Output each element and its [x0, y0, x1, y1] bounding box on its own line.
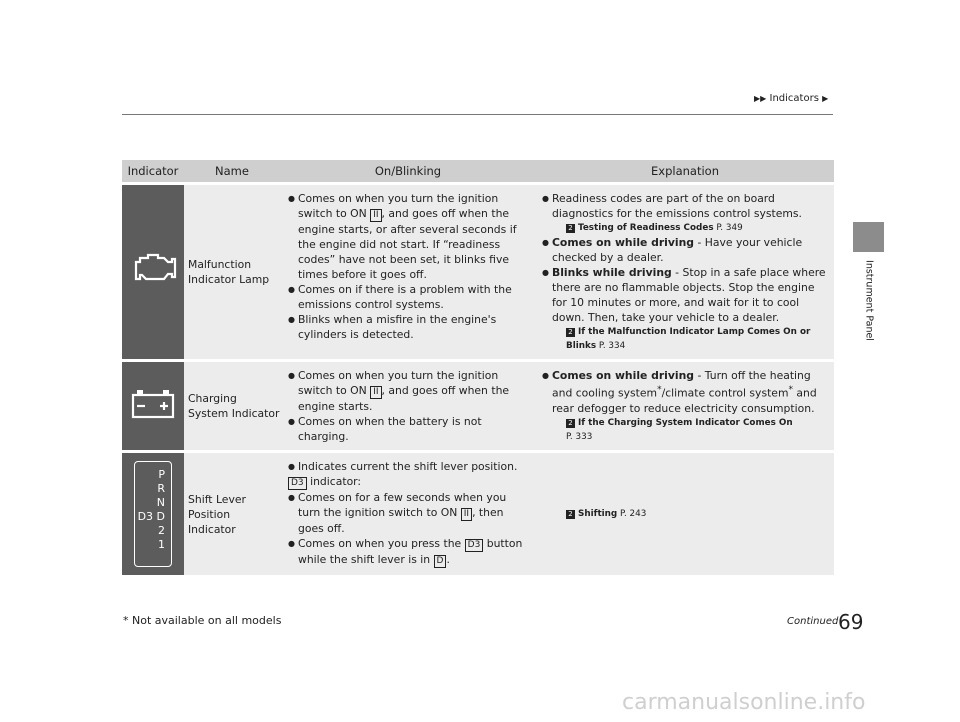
on-blinking-cell	[280, 362, 536, 450]
list-item: ● Comes on if there is a problem with the emissions control systems.	[288, 282, 528, 312]
section-label: Instrument Panel	[863, 260, 875, 341]
explanation-cell	[536, 362, 834, 450]
d3-key-icon: D3	[465, 539, 484, 552]
ref-arrow-icon: 2	[566, 224, 575, 233]
ignition-key-icon: II	[461, 508, 472, 521]
table-row	[122, 453, 834, 575]
header-rule	[122, 114, 833, 115]
battery-icon	[122, 379, 184, 429]
indicator-cell	[122, 362, 184, 450]
col-header: On/Blinking	[280, 160, 536, 182]
breadcrumb	[754, 93, 828, 104]
list-item: ● Comes on while driving - Turn off the heating and cooling system*/climate control system* and rear defogger to reduce electricity consumption.	[542, 368, 828, 416]
cross-reference[interactable]: 2 Shifting P. 243	[542, 507, 828, 521]
ref-arrow-icon: 2	[566, 510, 575, 519]
explanation-cell	[536, 185, 834, 359]
table-header-row	[122, 160, 834, 182]
indicator-name: Charging System Indicator	[184, 362, 280, 450]
col-header: Name	[184, 160, 280, 182]
on-blinking-cell	[280, 185, 536, 359]
page-number: 69	[838, 610, 864, 634]
engine-icon	[122, 240, 184, 300]
indicator-name: Shift Lever Position Indicator	[184, 453, 280, 575]
indicator-cell	[122, 453, 184, 575]
d3-indicator-line: D3 indicator:	[288, 474, 528, 490]
d-key-icon: D	[434, 555, 447, 568]
breadcrumb-label: Indicators	[769, 93, 819, 104]
list-item: ● Blinks when a misfire in the engine's cylinders is detected.	[288, 312, 528, 342]
col-header: Indicator	[122, 160, 184, 182]
cross-reference[interactable]: 2 Testing of Readiness Codes P. 349	[542, 221, 828, 235]
continued-label: Continued	[787, 616, 839, 627]
list-item: ● Comes on when you turn the ignition switch to ON II , and goes off when the engine starts, or after several seconds if the engine did not start. If “readiness codes” have not been set, it blinks five times before it goes off.	[288, 191, 528, 282]
watermark: carmanualsonline.info	[622, 690, 866, 715]
d3-key-icon: D3	[288, 477, 307, 490]
chevron-right-icon: ▶▶	[754, 94, 767, 103]
on-blinking-cell	[280, 453, 536, 575]
cross-reference[interactable]: 2 If the Charging System Indicator Comes On P. 333	[566, 417, 793, 442]
list-item: ● Comes on for a few seconds when you turn the ignition switch to ON II , then goes off.	[288, 490, 528, 536]
list-item: ● Comes on when you turn the ignition switch to ON II , and goes off when the engine starts.	[288, 368, 528, 414]
chevron-right-icon: ▶	[822, 94, 829, 103]
list-item: ● Blinks while driving - Stop in a safe place where there are no flammable objects. Stop the engine for 10 minutes or more, and wait for it to cool down. Then, take your vehicle to a dealer.	[542, 265, 828, 325]
ref-arrow-icon: 2	[566, 419, 575, 428]
col-header: Explanation	[536, 160, 834, 182]
cross-reference[interactable]: 2 If the Malfunction Indicator Lamp Comes On or Blinks P. 334	[566, 327, 811, 351]
list-item: ● Readiness codes are part of the on board diagnostics for the emissions control systems.	[542, 191, 828, 221]
explanation-cell	[536, 453, 834, 575]
ignition-key-icon: II	[370, 386, 381, 399]
indicator-table	[122, 157, 834, 578]
ignition-key-icon: II	[370, 209, 381, 222]
indicator-name: Malfunction Indicator Lamp	[184, 185, 280, 359]
list-item: ● Comes on when the battery is not charging.	[288, 414, 528, 444]
list-item: ● Indicates current the shift lever position.	[288, 459, 528, 474]
list-item: ● Comes on while driving - Have your vehicle checked by a dealer.	[542, 235, 828, 265]
list-item: ● Comes on when you press the D3 button while the shift lever is in D .	[288, 536, 528, 568]
table-row	[122, 362, 834, 450]
ref-arrow-icon: 2	[566, 328, 575, 337]
footnote: * Not available on all models	[123, 614, 282, 627]
section-tab	[853, 222, 884, 252]
shift-lever-icon: P R N D3 D 2 1	[134, 461, 172, 567]
table-row	[122, 185, 834, 359]
indicator-cell	[122, 185, 184, 359]
